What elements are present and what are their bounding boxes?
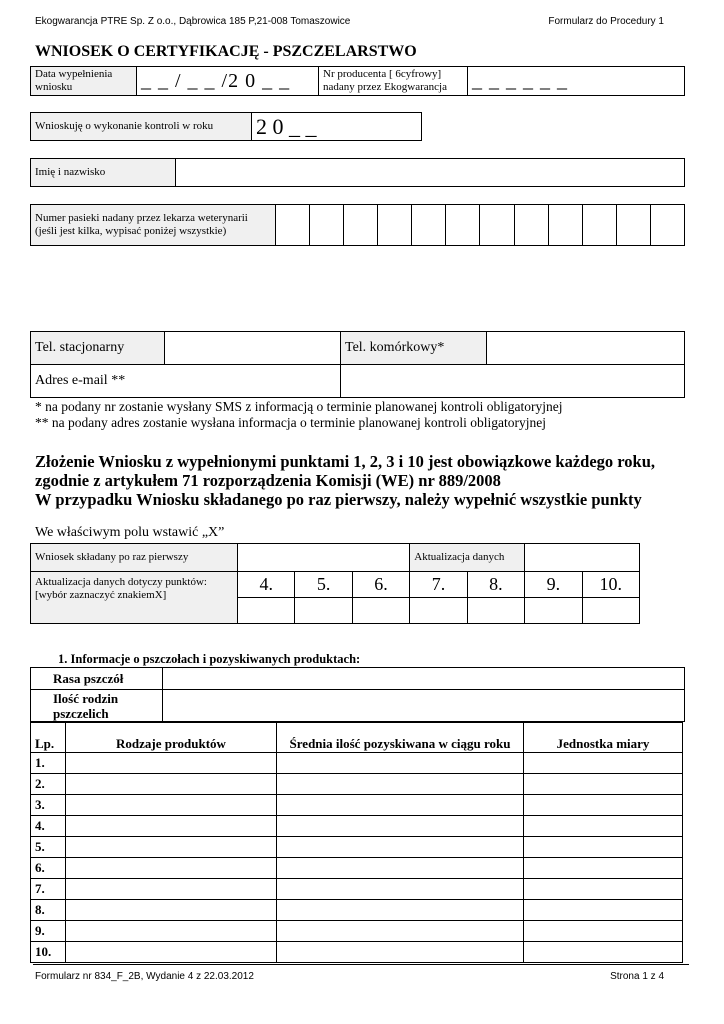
apiary-cell[interactable] <box>310 205 344 246</box>
point-5-label: 5. <box>295 572 352 598</box>
point-4-checkbox[interactable] <box>238 598 295 624</box>
quantity-cell[interactable] <box>277 774 524 795</box>
apiary-label: Numer pasieki nadany przez lekarza weterynarii (jeśli jest kilka, wypisać poniżej wszystkie) <box>31 205 276 246</box>
table-row <box>31 921 683 942</box>
unit-cell[interactable] <box>524 753 683 774</box>
apiary-cell[interactable] <box>650 205 684 246</box>
table-row <box>31 900 683 921</box>
point-8-checkbox[interactable] <box>467 598 524 624</box>
product-cell[interactable] <box>66 753 277 774</box>
company-header: Ekogwarancja PTRE Sp. Z o.o., Dąbrowica 185 P,21-008 Tomaszowice <box>35 16 351 27</box>
point-6-label: 6. <box>352 572 409 598</box>
point-6-checkbox[interactable] <box>352 598 409 624</box>
product-cell[interactable] <box>66 900 277 921</box>
families-field[interactable] <box>163 690 685 722</box>
unit-cell[interactable] <box>524 816 683 837</box>
name-table <box>30 158 685 187</box>
x-hint: We właściwym polu wstawić „X” <box>35 525 225 540</box>
apiary-cell[interactable] <box>344 205 378 246</box>
application-type-table <box>30 543 640 624</box>
point-5-checkbox[interactable] <box>295 598 352 624</box>
unit-cell[interactable] <box>524 858 683 879</box>
section1-title: 1. Informacje o pszczołach i pozyskiwanych produktach: <box>58 652 361 666</box>
table-row <box>31 879 683 900</box>
table-row <box>31 795 683 816</box>
product-cell[interactable] <box>66 879 277 900</box>
table-row <box>31 774 683 795</box>
control-year-field[interactable]: 2 0 _ _ <box>252 113 422 141</box>
product-cell[interactable] <box>66 942 277 963</box>
control-year-table <box>30 112 422 141</box>
footer-form-number: Formularz nr 834_F_2B, Wydanie 4 z 22.03.2012 <box>35 971 254 982</box>
unit-cell[interactable] <box>524 942 683 963</box>
instruction-line: zgodnie z artykułem 71 rozporządzenia Komisji (WE) nr 889/2008 <box>35 471 501 490</box>
update-points-label: Aktualizacja danych dotyczy punktów: [wybór zaznaczyć znakiemX] <box>31 572 238 624</box>
mobile-field[interactable] <box>487 332 685 365</box>
row-number: 10. <box>31 942 66 963</box>
apiary-table <box>30 204 685 246</box>
form-reference: Formularz do Procedury 1 <box>548 16 664 27</box>
breed-label: Rasa pszczół <box>31 668 163 690</box>
table-row <box>31 816 683 837</box>
product-cell[interactable] <box>66 816 277 837</box>
first-application-label: Wniosek składany po raz pierwszy <box>31 544 238 572</box>
table-row <box>31 753 683 774</box>
unit-cell[interactable] <box>524 774 683 795</box>
quantity-cell[interactable] <box>277 858 524 879</box>
email-field[interactable] <box>341 365 685 398</box>
table-row <box>31 837 683 858</box>
row-number: 5. <box>31 837 66 858</box>
products-table <box>30 722 683 963</box>
date-label: Data wypełnienia wniosku <box>31 67 137 96</box>
control-year-label: Wnioskuję o wykonanie kontroli w roku <box>31 113 252 141</box>
unit-cell[interactable] <box>524 795 683 816</box>
point-10-checkbox[interactable] <box>582 598 639 624</box>
apiary-cell[interactable] <box>582 205 616 246</box>
quantity-cell[interactable] <box>277 879 524 900</box>
footnote-email: ** na podany adres zostanie wysłana informacja o terminie planowanej kontroli obligatoryjnej <box>35 415 546 430</box>
row-number: 1. <box>31 753 66 774</box>
apiary-cell[interactable] <box>480 205 514 246</box>
point-9-checkbox[interactable] <box>525 598 582 624</box>
apiary-cell[interactable] <box>412 205 446 246</box>
point-7-checkbox[interactable] <box>410 598 467 624</box>
instructions <box>35 452 655 509</box>
contact-table <box>30 331 685 398</box>
point-9-label: 9. <box>525 572 582 598</box>
breed-field[interactable] <box>163 668 685 690</box>
point-4-label: 4. <box>238 572 295 598</box>
table-row <box>31 942 683 963</box>
email-label: Adres e-mail ** <box>31 365 341 398</box>
column-header-quantity: Średnia ilość pozyskiwana w ciągu roku <box>277 723 524 753</box>
row-number: 9. <box>31 921 66 942</box>
footnote-sms: * na podany nr zostanie wysłany SMS z informacją o terminie planowanej kontroli obligatoryjnej <box>35 399 563 414</box>
unit-cell[interactable] <box>524 879 683 900</box>
row-number: 6. <box>31 858 66 879</box>
column-header-lp: Lp. <box>31 723 66 753</box>
apiary-cell[interactable] <box>514 205 548 246</box>
name-field[interactable] <box>176 159 685 187</box>
row-number: 3. <box>31 795 66 816</box>
product-cell[interactable] <box>66 795 277 816</box>
column-header-unit: Jednostka miary <box>524 723 683 753</box>
bees-info-table <box>30 667 685 722</box>
apiary-cell[interactable] <box>548 205 582 246</box>
row-number: 7. <box>31 879 66 900</box>
footnotes <box>35 399 563 431</box>
product-cell[interactable] <box>66 774 277 795</box>
quantity-cell[interactable] <box>277 837 524 858</box>
quantity-cell[interactable] <box>277 942 524 963</box>
apiary-cell[interactable] <box>446 205 480 246</box>
product-cell[interactable] <box>66 921 277 942</box>
name-label: Imię i nazwisko <box>31 159 176 187</box>
page-title: WNIOSEK O CERTYFIKACJĘ - PSZCZELARSTWO <box>35 43 417 60</box>
footer-page-number: Strona 1 z 4 <box>610 971 664 982</box>
first-application-checkbox[interactable] <box>238 544 410 572</box>
unit-cell[interactable] <box>524 900 683 921</box>
footer-divider <box>33 964 689 965</box>
instruction-line: W przypadku Wniosku składanego po raz pierwszy, należy wypełnić wszystkie punkty <box>35 490 642 509</box>
update-label: Aktualizacja danych <box>410 544 525 572</box>
product-cell[interactable] <box>66 858 277 879</box>
producer-number-field[interactable]: _ _ _ _ _ _ <box>468 67 685 96</box>
product-cell[interactable] <box>66 837 277 858</box>
column-header-product: Rodzaje produktów <box>66 723 277 753</box>
row-number: 4. <box>31 816 66 837</box>
point-10-label: 10. <box>582 572 639 598</box>
table-row <box>31 858 683 879</box>
point-8-label: 8. <box>467 572 524 598</box>
row-number: 2. <box>31 774 66 795</box>
date-field[interactable]: _ _ / _ _ /2 0 _ _ <box>137 67 319 96</box>
producer-number-label: Nr producenta [ 6cyfrowy] nadany przez Ekogwarancja <box>319 67 468 96</box>
landline-label: Tel. stacjonarny <box>31 332 165 365</box>
landline-field[interactable] <box>165 332 341 365</box>
quantity-cell[interactable] <box>277 753 524 774</box>
quantity-cell[interactable] <box>277 795 524 816</box>
quantity-cell[interactable] <box>277 816 524 837</box>
quantity-cell[interactable] <box>277 921 524 942</box>
point-7-label: 7. <box>410 572 467 598</box>
update-checkbox[interactable] <box>525 544 640 572</box>
row-number: 8. <box>31 900 66 921</box>
unit-cell[interactable] <box>524 921 683 942</box>
apiary-cell[interactable] <box>378 205 412 246</box>
mobile-label: Tel. komórkowy* <box>341 332 487 365</box>
families-label: Ilość rodzin pszczelich <box>31 690 163 722</box>
instruction-line: Złożenie Wniosku z wypełnionymi punktami 1, 2, 3 i 10 jest obowiązkowe każdego roku, <box>35 452 656 471</box>
apiary-cell[interactable] <box>616 205 650 246</box>
unit-cell[interactable] <box>524 837 683 858</box>
date-producer-table <box>30 66 685 96</box>
quantity-cell[interactable] <box>277 900 524 921</box>
apiary-cell[interactable] <box>276 205 310 246</box>
